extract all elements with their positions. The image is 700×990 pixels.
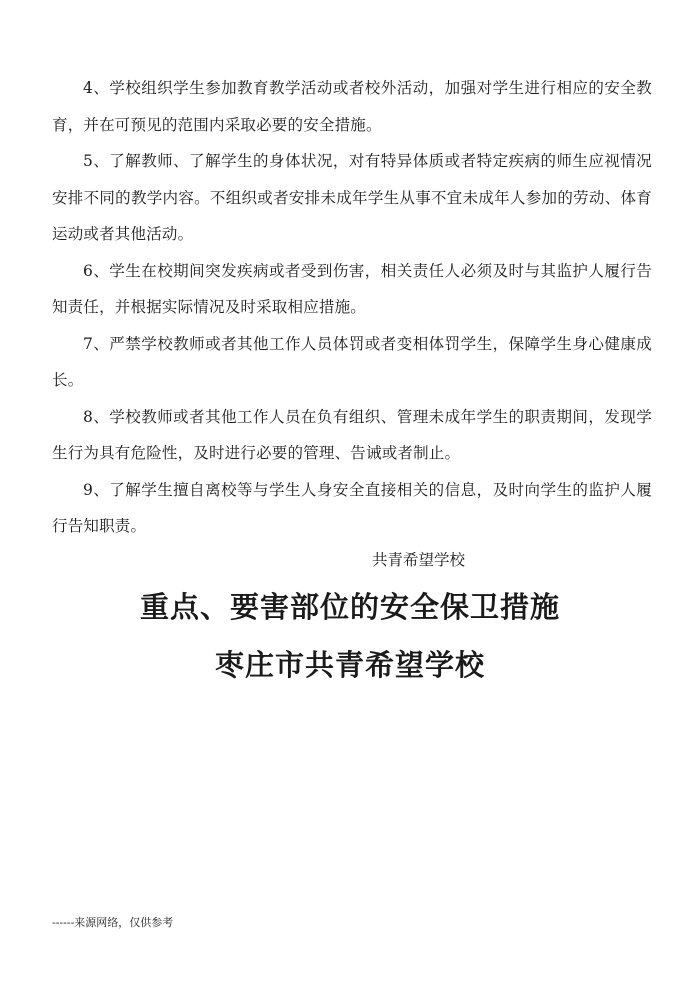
body-text	[52, 70, 652, 545]
section-subtitle: 枣庄市共青希望学校	[214, 648, 485, 682]
paragraph-4: 4、学校组织学生参加教育教学活动或者校外活动，加强对学生进行相应的安全教育，并在可预见的范围内采取必要的安全措施。	[52, 79, 652, 134]
section-title: 重点、要害部位的安全保卫措施	[139, 590, 560, 624]
source-footer: ------来源网络，仅供参考	[52, 916, 174, 929]
paragraph-8: 8、学校教师或者其他工作人员在负有组织、管理未成年学生的职责期间，发现学生行为具有危险性，及时进行必要的管理、告诫或者制止。	[52, 407, 652, 462]
paragraph-6: 6、学生在校期间突发疾病或者受到伤害，相关责任人必须及时与其监护人履行告知责任，并根据实际情况及时采取相应措施。	[52, 261, 652, 316]
paragraph-9: 9、了解学生擅自离校等与学生人身安全直接相关的信息，及时向学生的监护人履行告知职责。	[52, 480, 652, 535]
school-signature: 共青希望学校	[372, 551, 466, 569]
paragraph-5: 5、了解教师、了解学生的身体状况，对有特异体质或者特定疾病的师生应视情况安排不同的教学内容。不组织或者安排未成年学生从事不宜未成年人参加的劳动、体育运动或者其他活动。	[52, 152, 652, 243]
paragraph-7: 7、严禁学校教师或者其他工作人员体罚或者变相体罚学生，保障学生身心健康成长。	[52, 334, 652, 389]
